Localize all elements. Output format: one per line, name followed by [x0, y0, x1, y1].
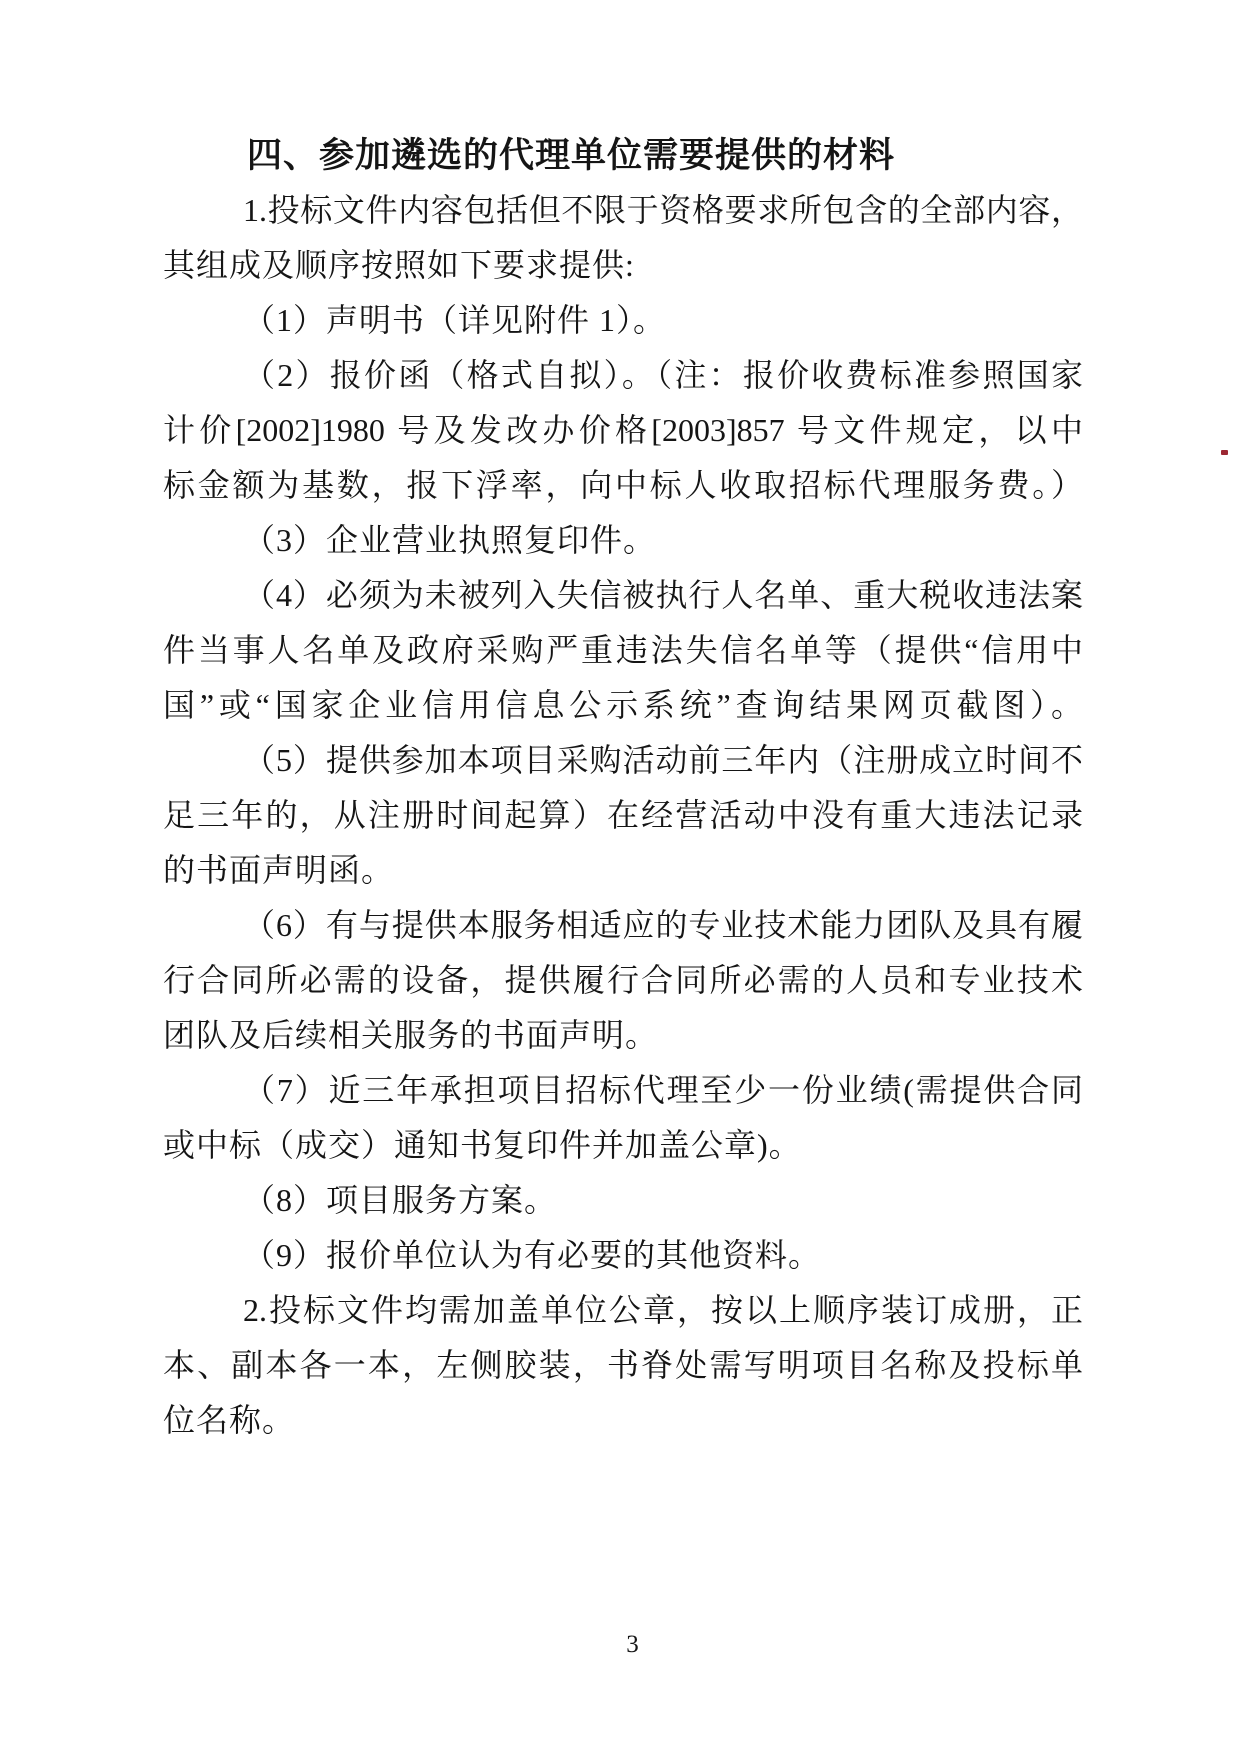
- paragraph-lines: [163, 183, 1083, 1448]
- text-line: 件当事人名单及政府采购严重违法失信名单等（提供“信用中: [163, 632, 1083, 668]
- text-line: 或中标（成交）通知书复印件并加盖公章)。: [163, 1127, 802, 1163]
- text-line: 的书面声明函。: [163, 852, 395, 888]
- text-line: （5）提供参加本项目采购活动前三年内（注册成立时间不: [243, 742, 1083, 778]
- text-line: （3）企业营业执照复印件。: [243, 522, 657, 558]
- text-line: （9）报价单位认为有必要的其他资料。: [243, 1237, 822, 1273]
- section-heading: 四、参加遴选的代理单位需要提供的材料: [247, 136, 896, 175]
- document-body: [163, 128, 1083, 1448]
- text-line: 国”或“国家企业信用信息公示系统”查询结果网页截图）。: [163, 687, 1083, 723]
- text-line: 本、副本各一本，左侧胶装，书脊处需写明项目名称及投标单: [163, 1347, 1083, 1383]
- text-line: 标金额为基数，报下浮率，向中标人收取招标代理服务费。）: [163, 467, 1083, 503]
- text-line: 1.投标文件内容包括但不限于资格要求所包含的全部内容，: [243, 192, 1083, 228]
- page-number: 3: [626, 1631, 639, 1658]
- text-line: （1）声明书（详见附件 1）。: [243, 302, 667, 338]
- text-line: 位名称。: [163, 1402, 296, 1438]
- text-line: 团队及后续相关服务的书面声明。: [163, 1017, 659, 1053]
- text-line: （6）有与提供本服务相适应的专业技术能力团队及具有履: [243, 907, 1083, 943]
- text-line: 其组成及顺序按照如下要求提供:: [163, 247, 635, 283]
- red-ink-mark: [1221, 450, 1228, 455]
- text-line: （7）近三年承担项目招标代理至少一份业绩(需提供合同: [243, 1072, 1083, 1108]
- text-line: （2）报价函（格式自拟）。（注：报价收费标准参照国家: [243, 357, 1083, 393]
- text-line: 2.投标文件均需加盖单位公章，按以上顺序装订成册，正: [243, 1292, 1083, 1328]
- text-line: 行合同所必需的设备，提供履行合同所必需的人员和专业技术: [163, 962, 1083, 998]
- text-line: 计价[2002]1980 号及发改办价格[2003]857 号文件规定，以中: [163, 412, 1083, 448]
- text-line: （4）必须为未被列入失信被执行人名单、重大税收违法案: [243, 577, 1083, 613]
- text-line: （8）项目服务方案。: [243, 1182, 558, 1218]
- text-line: 足三年的，从注册时间起算）在经营活动中没有重大违法记录: [163, 797, 1083, 833]
